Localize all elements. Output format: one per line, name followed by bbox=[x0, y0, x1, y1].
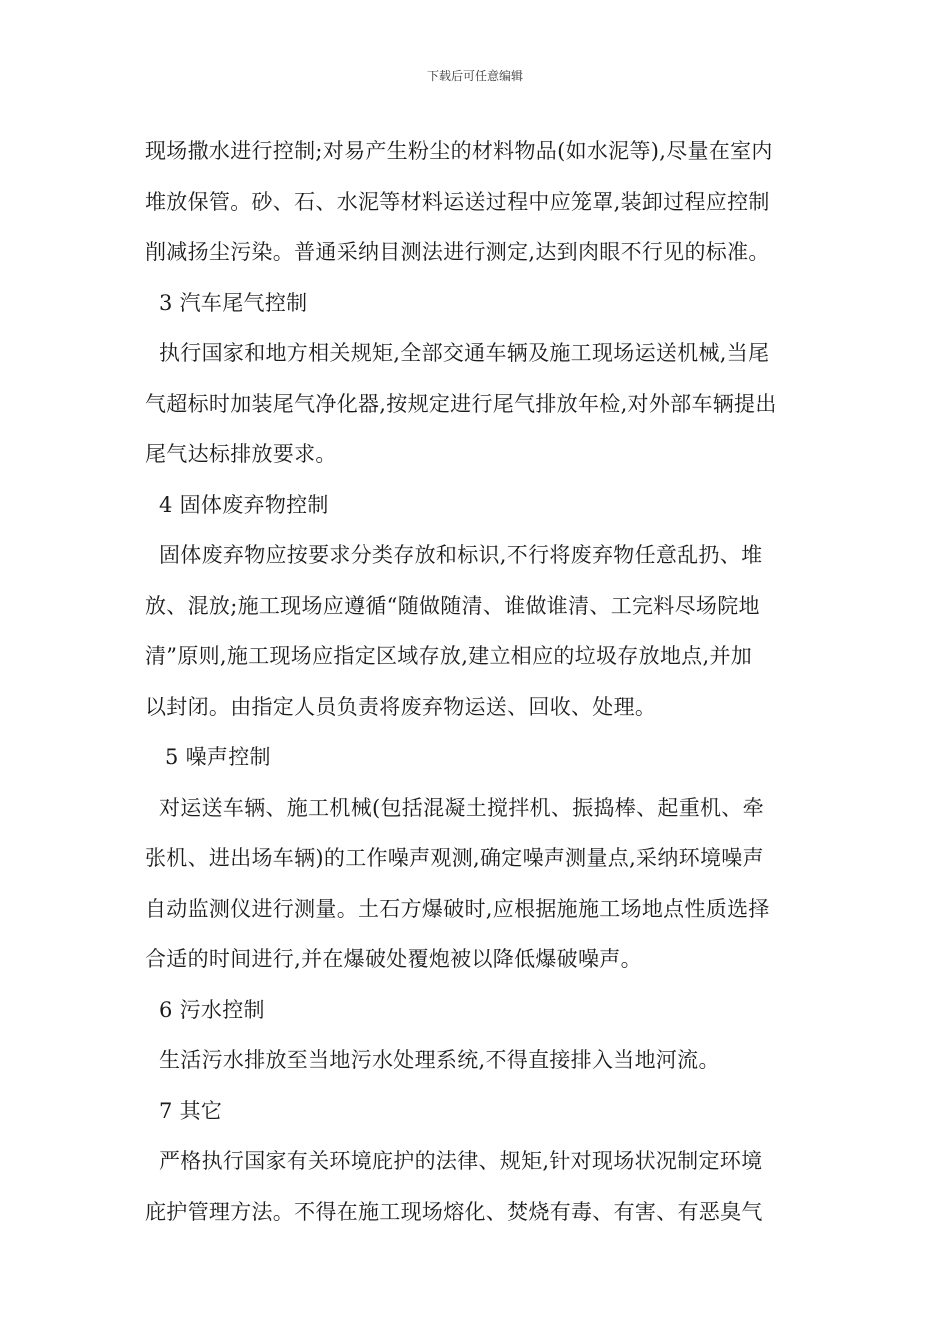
text-line: 对运送车辆、施工机械(包括混凝土搅拌机、振捣棒、起重机、牵 bbox=[159, 795, 764, 820]
section-heading-solid-waste bbox=[145, 480, 811, 531]
text-line: 固体废弃物应按要求分类存放和标识,不行将废弃物任意乱扔、堆 bbox=[159, 543, 763, 567]
heading-text: 5 噪声控制 bbox=[165, 745, 271, 769]
text-line: 尾气达标排放要求。 bbox=[145, 442, 337, 466]
page-header: 下载后可任意编辑 bbox=[426, 69, 523, 83]
heading-text: 3 汽车尾气控制 bbox=[159, 290, 308, 315]
section-heading-other bbox=[145, 1086, 811, 1137]
text-line: 放、混放;施工现场应遵循“随做随清、谁做谁清、工完料尽场院地 bbox=[145, 593, 760, 618]
heading-text: 6 污水控制 bbox=[159, 997, 265, 1022]
text-line: 气超标时加装尾气净化器,按规定进行尾气排放年检,对外部车辆提出 bbox=[145, 391, 777, 416]
section-heading-exhaust bbox=[145, 278, 811, 329]
heading-text: 4 固体废弃物控制 bbox=[159, 492, 329, 517]
text-line: 现场撒水进行控制;对易产生粉尘的材料物品(如水泥等),尽量在室内 bbox=[145, 139, 773, 163]
text-line: 清”原则,施工现场应指定区域存放,建立相应的垃圾存放地点,并加 bbox=[145, 644, 753, 668]
text-line: 生活污水排放至当地污水处理系统,不得直接排入当地河流。 bbox=[159, 1048, 720, 1072]
paragraph-solid-waste-control bbox=[145, 530, 811, 732]
paragraph-wastewater-control bbox=[145, 1035, 811, 1086]
text-line: 张机、进出场车辆)的工作噪声观测,确定噪声测量点,采纳环境噪声 bbox=[145, 846, 764, 870]
text-line: 削减扬尘污染。普通采纳目测法进行测定,达到肉眼不行见的标准。 bbox=[145, 240, 770, 264]
paragraph-dust-control bbox=[145, 126, 811, 278]
text-line: 庇护管理方法。不得在施工现场熔化、焚烧有毒、有害、有恶臭气 bbox=[145, 1199, 763, 1224]
section-heading-noise bbox=[145, 732, 811, 783]
document-body bbox=[145, 126, 811, 1237]
text-line: 堆放保管。砂、石、水泥等材料运送过程中应笼罩,装卸过程应控制 bbox=[145, 189, 770, 214]
paragraph-exhaust-control bbox=[145, 328, 811, 480]
section-heading-wastewater bbox=[145, 985, 811, 1036]
text-line: 自动监测仪进行测量。土石方爆破时,应根据施施工场地点性质选择 bbox=[145, 896, 770, 921]
paragraph-other bbox=[145, 1136, 811, 1237]
text-line: 以封闭。由指定人员负责将废弃物运送、回收、处理。 bbox=[145, 694, 657, 719]
text-line: 严格执行国家有关环境庇护的法律、规矩,针对现场状况制定环境 bbox=[159, 1149, 763, 1173]
text-line: 执行国家和地方相关规矩,全部交通车辆及施工现场运送机械,当尾 bbox=[159, 341, 770, 365]
text-line: 合适的时间进行,并在爆破处覆炮被以降低爆破噪声。 bbox=[145, 947, 642, 971]
paragraph-noise-control bbox=[145, 783, 811, 985]
heading-text: 7 其它 bbox=[159, 1098, 223, 1123]
